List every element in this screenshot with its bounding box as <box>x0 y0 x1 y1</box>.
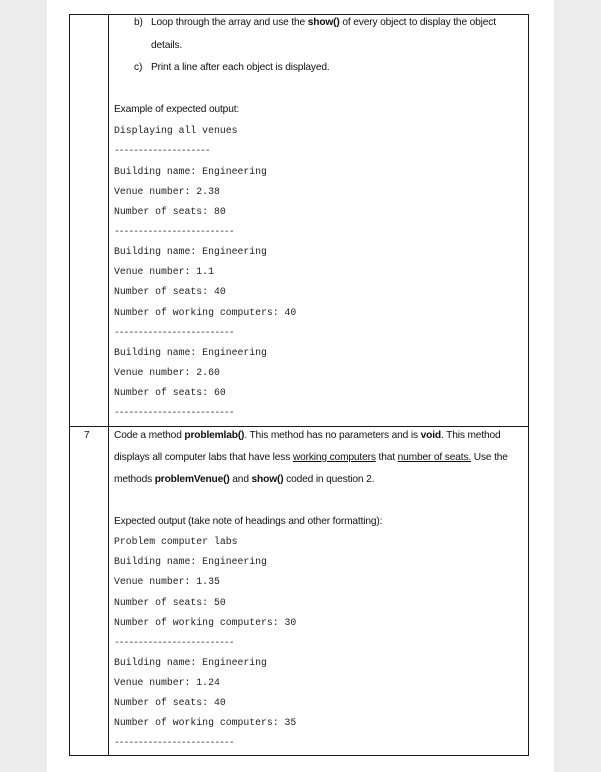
expected-output-line: Venue number: 1.35 <box>114 576 220 587</box>
expected-output-line: Building name: Engineering <box>114 657 267 668</box>
example-output-line: Venue number: 2.38 <box>114 186 220 197</box>
document-page <box>47 0 554 772</box>
expected-output-line: Problem computer labs <box>114 536 238 547</box>
expected-output-line: Number of working computers: 30 <box>114 617 297 628</box>
expected-output-line: Number of seats: 50 <box>114 597 226 608</box>
example-output-line: Building name: Engineering <box>114 246 267 257</box>
example-output-line: Number of working computers: 40 <box>114 307 297 318</box>
expected-output-line: Number of seats: 40 <box>114 697 226 708</box>
example-output-line: Number of seats: 60 <box>114 387 226 398</box>
example-output-line: Number of seats: 40 <box>114 286 226 297</box>
example-output-separator: -------------------- <box>114 145 210 156</box>
table-border-right <box>528 14 529 756</box>
item-b-marker: b) <box>134 17 143 28</box>
expected-output-line: Venue number: 1.24 <box>114 677 220 688</box>
expected-output-separator: ------------------------- <box>114 737 234 748</box>
question-table <box>69 14 529 756</box>
question-number: 7 <box>84 430 90 441</box>
example-output-line: Venue number: 2.60 <box>114 367 220 378</box>
example-output-line: Number of seats: 80 <box>114 206 226 217</box>
table-border-left <box>69 14 70 756</box>
table-border-top <box>69 14 529 15</box>
question-text-line2: displays all computer labs that have less working computers that number of seats. Use the <box>114 452 508 463</box>
example-output-separator: ------------------------- <box>114 327 234 338</box>
example-heading: Example of expected output: <box>114 104 240 115</box>
show-method: show() <box>307 17 340 28</box>
item-c-marker: c) <box>134 62 143 73</box>
question-text-line3: methods problemVenue() and show() coded in question 2. <box>114 474 375 485</box>
question-text-line1: Code a method problemlab(). This method has no parameters and is void. This method <box>114 430 501 441</box>
example-output-line: Building name: Engineering <box>114 347 267 358</box>
example-output-separator: ------------------------- <box>114 407 234 418</box>
example-output-line: Venue number: 1.1 <box>114 266 214 277</box>
table-column-divider <box>108 14 109 756</box>
example-output-line: Displaying all venues <box>114 125 238 136</box>
table-border-bottom <box>69 755 529 756</box>
item-b-text-line2: details. <box>151 40 183 51</box>
example-output-separator: ------------------------- <box>114 226 234 237</box>
item-b-text: Loop through the array and use the show() of every object to display the object <box>151 17 496 28</box>
expected-output-heading: Expected output (take note of headings and other formatting): <box>114 516 383 527</box>
expected-output-separator: ------------------------- <box>114 637 234 648</box>
expected-output-line: Number of working computers: 35 <box>114 717 297 728</box>
item-c-text: Print a line after each object is displayed. <box>151 62 330 73</box>
example-output-line: Building name: Engineering <box>114 166 267 177</box>
expected-output-line: Building name: Engineering <box>114 556 267 567</box>
table-row-divider <box>69 426 529 427</box>
